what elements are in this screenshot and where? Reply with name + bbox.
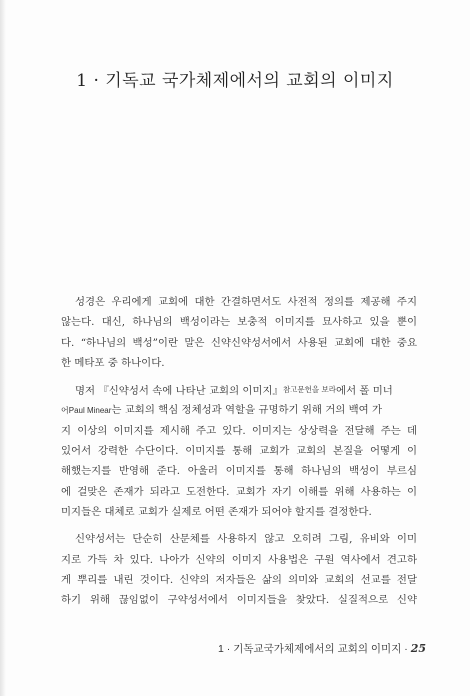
running-head: 1 · 기독교국가체제에서의 교회의 이미지 ·: [218, 643, 408, 655]
text-line: 성경은 우리에게 교회에 대한 간결하면서도 사전적 정의를 제공해 주지: [75, 296, 417, 308]
page-number: 25: [410, 642, 426, 655]
text-line: 에 걸맞은 존재가 되라고 도전한다. 교회가 자기 이해를 위해 사용하는 이: [61, 485, 417, 498]
page-gutter-shadow: [0, 0, 6, 696]
text-segment: 는 교회의 핵심 정체성과 역할을 규명하기 위해 거의 백여 가: [111, 404, 383, 417]
chapter-title: 1 · 기독교 국가체제에서의 교회의 이미지: [76, 71, 394, 91]
paragraph-1: [61, 292, 417, 373]
text-line: 않는다. 대신, 하나님의 백성이라는 보충적 이미지를 묘사하고 있을 뿐이: [61, 316, 417, 329]
text-segment: 명저 『신약성서 속에 나타난 교회의 이미지』: [75, 385, 283, 398]
text-line: [61, 400, 417, 420]
text-line: 미지들은 대체로 교회가 실제로 어떤 존재가 되어야 할지를 결정한다.: [61, 505, 372, 518]
text-line: [61, 380, 417, 400]
text-line: 지로 가득 차 있다. 나아가 신약의 이미지 사용법은 구원 역사에서 견고하: [61, 553, 417, 566]
author-name: 어Paul Minear: [61, 406, 112, 416]
body-text: [61, 292, 417, 610]
paragraph-3: [61, 529, 417, 610]
text-line: 다. “하나님의 백성”이란 말은 신약신약성서에서 사용된 교회에 대한 중요: [61, 336, 417, 349]
text-line: 신약성서는 단순히 산문체를 사용하지 않고 오히려 그림, 유비와 이미: [75, 533, 417, 546]
text-line: 있어서 강력한 수단이다. 이미지를 통해 교회가 교회의 본질을 어떻게 이: [61, 445, 417, 458]
text-line: 하기 위해 끊임없이 구약성서에서 이미지들을 찾았다. 실질적으로 신약: [61, 594, 417, 607]
text-line: 지 이상의 이미지를 제시해 주고 있다. 이미지는 상상력을 전달해 주는 데: [61, 424, 417, 437]
text-line: 한 메타포 중 하나이다.: [61, 356, 165, 369]
running-footer: [218, 641, 426, 656]
text-line: 게 뿌리를 내린 것이다. 신약의 저자들은 삶의 의미와 교회의 선교를 전달: [61, 573, 417, 586]
paragraph-2: [61, 380, 417, 522]
reference-note: 참고문헌을 보라: [282, 385, 337, 395]
text-segment: 에서 폴 미너: [336, 385, 393, 398]
text-line: 해했는지를 반영해 준다. 아울러 이미지를 통해 하나님의 백성이 부르심: [61, 465, 417, 478]
